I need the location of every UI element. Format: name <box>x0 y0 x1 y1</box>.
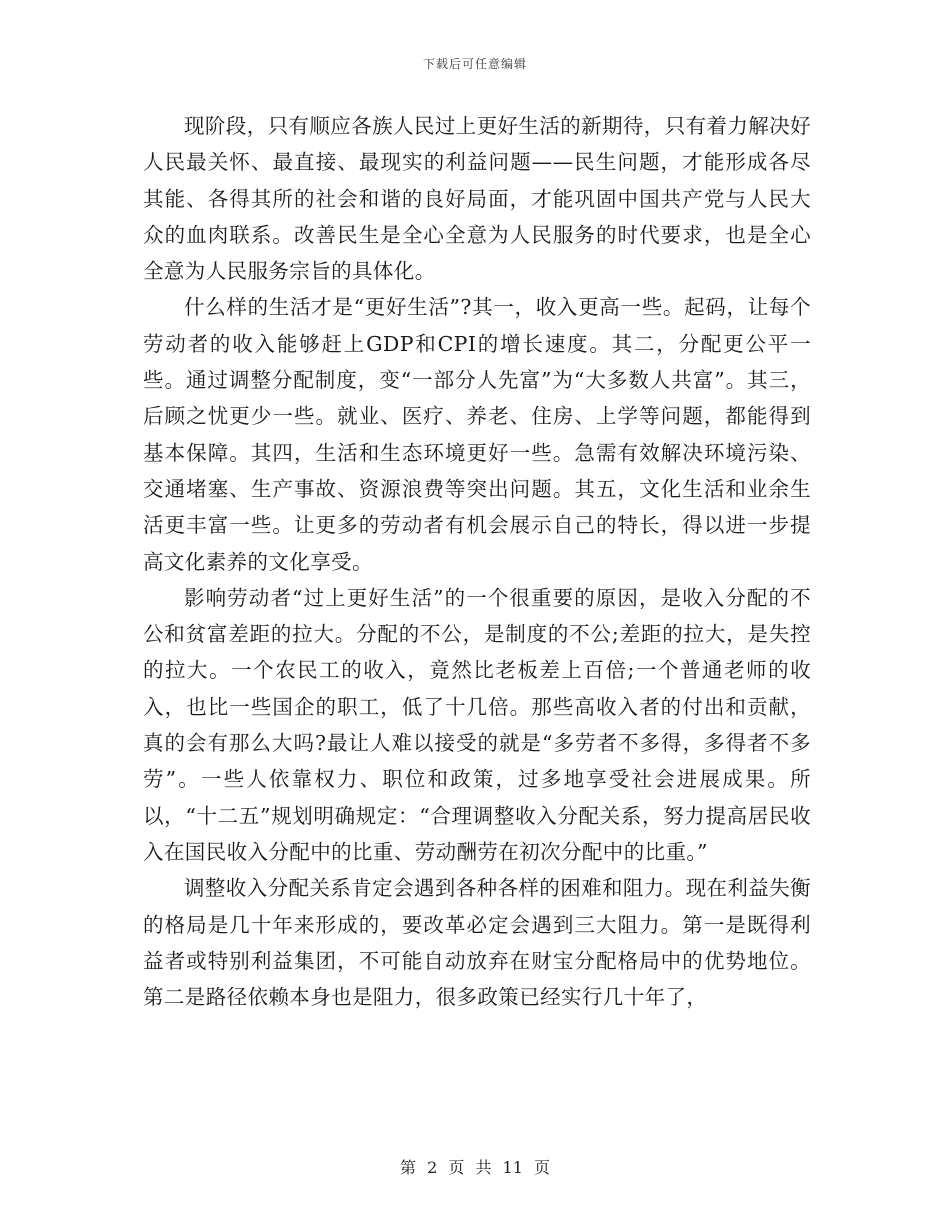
paragraph-1: 现阶段，只有顺应各族人民过上更好生活的新期待，只有着力解决好人民最关怀、最直接、最现实的利益问题——民生问题，才能形成各尽其能、各得其所的社会和谐的良好局面，才能巩固中国共产党与人民大众的血肉联系。改善民生是全心全意为人民服务的时代要求，也是全心全意为人民服务宗旨的具体化。 <box>143 114 811 284</box>
paragraph-4: 调整收入分配关系肯定会遇到各种各样的困难和阻力。现在利益失衡的格局是几十年来形成的，要改革必定会遇到三大阻力。第一是既得利益者或特别利益集团，不可能自动放弃在财宝分配格局中的优势地位。第二是路径依赖本身也是阻力，很多政策已经实行几十年了， <box>143 876 811 1010</box>
paragraph-2: 什么样的生活才是“更好生活”?其一，收入更高一些。起码，让每个劳动者的收入能够赶上GDP和CPI的增长速度。其二，分配更公平一些。通过调整分配制度，变“一部分人先富”为“大多数人共富”。其三，后顾之忧更少一些。就业、医疗、养老、住房、上学等问题，都能得到基本保障。其四，生活和生态环境更好一些。急需有效解决环境污染、交通堵塞、生产事故、资源浪费等突出问题。其五，文化生活和业余生活更丰富一些。让更多的劳动者有机会展示自己的特长，得以进一步提高文化素养的文化享受。 <box>143 295 811 574</box>
document-body <box>143 108 811 1015</box>
page-number-footer: 第 2 页 共 11 页 <box>400 1158 550 1177</box>
header-note: 下载后可任意编辑 <box>422 57 527 71</box>
paragraph-3: 影响劳动者“过上更好生活”的一个很重要的原因，是收入分配的不公和贫富差距的拉大。分配的不公，是制度的不公;差距的拉大，是失控的拉大。一个农民工的收入，竟然比老板差上百倍;一个普通老师的收入，也比一些国企的职工，低了十几倍。那些高收入者的付出和贡献，真的会有那么大吗?最让人难以接受的就是“多劳者不多得，多得者不多劳”。一些人依靠权力、职位和政策，过多地享受社会进展成果。所以，“十二五”规划明确规定：“合理调整收入分配关系，努力提高居民收入在国民收入分配中的比重、劳动酬劳在初次分配中的比重。” <box>143 585 811 864</box>
